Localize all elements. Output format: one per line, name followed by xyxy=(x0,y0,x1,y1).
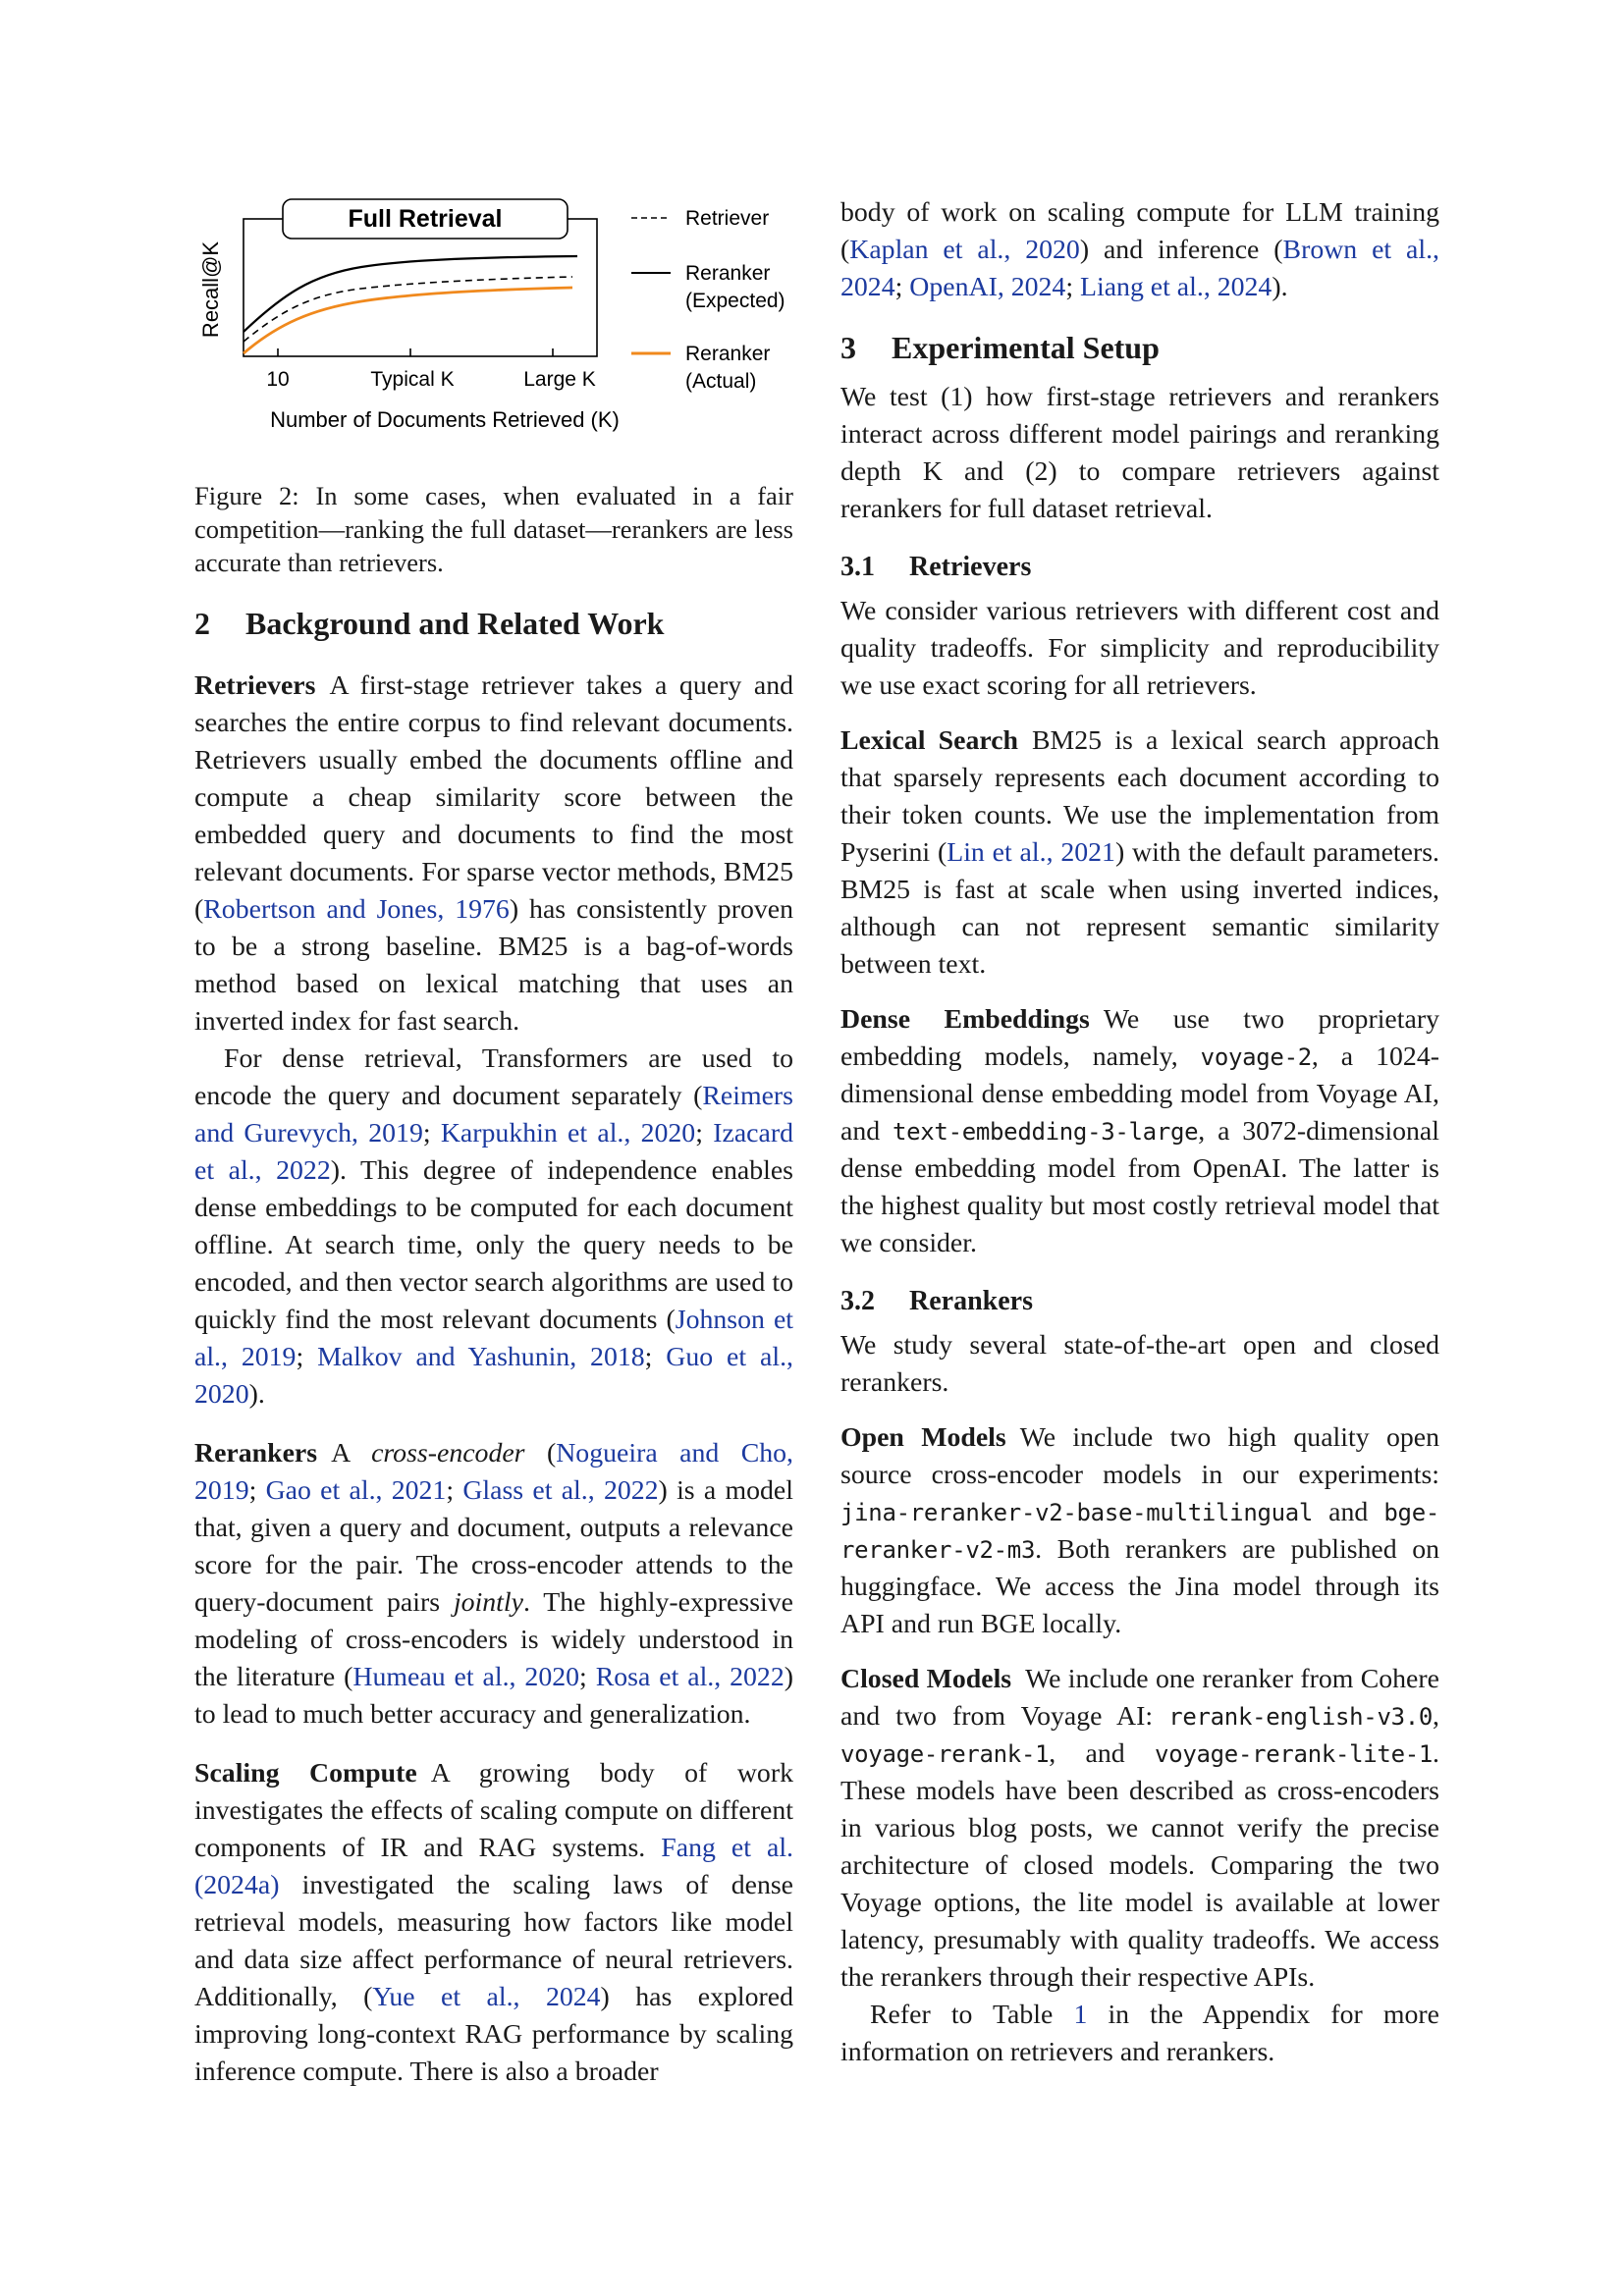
left-body xyxy=(194,667,793,2091)
subsection-number: 3.2 xyxy=(840,1286,875,1316)
citation-link[interactable]: Lin et al., 2021 xyxy=(947,837,1115,868)
run-in-heading: Dense Embeddings xyxy=(840,1004,1090,1035)
citation-link[interactable]: Liang et al., 2024 xyxy=(1080,272,1272,302)
paragraph-retrievers: Retrievers A first-stage retriever takes a query and searches the entire corpus to find relevant documents. Retrievers usually embed the documents offline and compute a cheap similarity score between the embedded query and documents to find the most relevant documents. For sparse vector methods, BM25 (Robertson and Jones, 1976) has consistently proven to be a strong baseline. BM25 is a bag-of-words method based on lexical matching that uses an inverted index for fast search. xyxy=(194,670,793,1037)
paragraph-refer-table: Refer to Table 1 in the Appendix for more information on retrievers and rerankers. xyxy=(840,2000,1439,2067)
x-tick-label: Typical K xyxy=(370,368,455,391)
paragraph-lexical-search: Lexical Search BM25 is a lexical search approach that sparsely represents each document according to their token counts. We use the implementation from Pyserini (Lin et al., 2021) with the default parameters. BM25 is fast at scale when using inverted indices, although can not represent semantic similarity between text. xyxy=(840,725,1439,980)
run-in-heading: Open Models xyxy=(840,1422,1006,1453)
run-in-heading: Retrievers xyxy=(194,670,316,701)
subsection-title: Rerankers xyxy=(909,1286,1033,1316)
section-3-heading xyxy=(840,328,1439,367)
paragraph-scaling-compute: Scaling Compute A growing body of work investigates the effects of scaling compute on different components of IR and RAG systems. Fang et al. (2024a) investigated the scaling laws of dense retrieval models, measuring how factors like model and data size affect performance of neural retrievers. Additionally, (Yue et al., 2024) has explored improving long-context RAG performance by scaling inference compute. There is also a broader xyxy=(194,1758,794,2087)
citation-link[interactable]: Rosa et al., 2022 xyxy=(595,1662,785,1692)
panel-title: Full Retrieval xyxy=(348,205,503,233)
run-in-heading: Closed Models xyxy=(840,1664,1012,1694)
model-name: bge-reranker-v2-m3 xyxy=(840,1499,1439,1564)
model-name: text-embedding-3-large xyxy=(892,1118,1199,1146)
legend-label: (Actual) xyxy=(685,370,757,393)
citation-link[interactable]: Glass et al., 2022 xyxy=(462,1475,659,1506)
figure-caption: Figure 2: In some cases, when evaluated in a fair competition—ranking the full dataset—rerankers are less accurate than retrievers. xyxy=(194,481,793,577)
legend-label: Reranker xyxy=(685,262,771,285)
right-body xyxy=(840,194,1439,2071)
citation-link[interactable]: Nogueira and Cho, 2019 xyxy=(194,1438,793,1506)
subsection-3-1-heading xyxy=(840,550,1439,585)
paragraph-dense-retrieval: For dense retrieval, Transformers are used to encode the query and document separately (Reimers and Gurevych, 2019; Karpukhin et al., 2020; Izacard et al., 2022). This degree of independence enables dense embeddings to be computed for each document offline. At search time, only the query needs to be encoded, and then vector search algorithms are used to quickly find the most relevant documents (Johnson et al., 2019; Malkov and Yashunin, 2018; Guo et al., 2020). xyxy=(194,1043,793,1410)
citation-link[interactable]: Reimers and Gurevych, 2019 xyxy=(194,1081,793,1148)
paragraph-rerankers-intro: We study several state-of-the-art open and closed rerankers. xyxy=(840,1330,1439,1398)
run-in-heading: Scaling Compute xyxy=(194,1758,417,1789)
paragraph-closed-models: Closed Models We include one reranker from Cohere and two from Voyage AI: rerank-english-v3.0, voyage-rerank-1, and voyage-rerank-lite-1. These models have been described as cross-encoders in various blog posts, we cannot verify the precise architecture of closed models. Comparing the two Voyage options, the lite model is available at lower latency, presumably with quality tradeoffs. We access the rerankers through their respective APIs. xyxy=(840,1664,1439,1993)
model-name: jina-reranker-v2-base-multilingual xyxy=(840,1499,1314,1526)
model-name: voyage-2 xyxy=(1200,1043,1312,1071)
run-in-heading: Lexical Search xyxy=(840,725,1019,756)
model-name: rerank-english-v3.0 xyxy=(1168,1703,1434,1731)
citation-link[interactable]: Malkov and Yashunin, 2018 xyxy=(317,1342,645,1372)
citation-link[interactable]: Robertson and Jones, 1976 xyxy=(203,894,510,925)
section-title: Background and Related Work xyxy=(245,606,665,641)
model-name: voyage-rerank-lite-1 xyxy=(1155,1740,1434,1768)
figure-2 xyxy=(194,187,803,461)
citation-link[interactable]: OpenAI, 2024 xyxy=(909,272,1066,302)
reranker-actual-curve xyxy=(244,288,572,353)
citation-link[interactable]: Izacard et al., 2022 xyxy=(194,1118,793,1186)
section-title: Experimental Setup xyxy=(892,330,1160,365)
citation-link[interactable]: Johnson et al., 2019 xyxy=(194,1305,793,1372)
legend-label: (Expected) xyxy=(685,290,785,312)
subsection-title: Retrievers xyxy=(909,552,1032,582)
paragraph-section-3-intro: We test (1) how first-stage retrievers and rerankers interact across different model pairings and reranking depth K and (2) to compare retrievers against rerankers for full dataset retrieval. xyxy=(840,382,1439,524)
subsection-number: 3.1 xyxy=(840,552,875,582)
x-axis-label: Number of Documents Retrieved (K) xyxy=(270,407,620,432)
citation-link[interactable]: Karpukhin et al., 2020 xyxy=(440,1118,696,1148)
citation-link[interactable]: Fang et al. (2024a) xyxy=(194,1833,794,1900)
subsection-3-2-heading xyxy=(840,1284,1439,1319)
section-number: 2 xyxy=(194,606,210,641)
citation-link[interactable]: Guo et al., 2020 xyxy=(194,1342,793,1410)
citation-link[interactable]: Brown et al., 2024 xyxy=(840,235,1439,302)
citation-link[interactable]: Kaplan et al., 2020 xyxy=(849,235,1080,265)
recall-chart xyxy=(194,187,803,461)
citation-link[interactable]: Humeau et al., 2020 xyxy=(352,1662,580,1692)
legend-label: Reranker xyxy=(685,343,771,365)
citation-link[interactable]: Yue et al., 2024 xyxy=(372,1982,601,2012)
paragraph-rerankers: Rerankers A cross-encoder (Nogueira and Cho, 2019; Gao et al., 2021; Glass et al., 2022) is a model that, given a query and document, outputs a relevance score for the pair. The cross-encoder attends to the query-document pairs jointly. The highly-expressive modeling of cross-encoders is widely understood in the literature (Humeau et al., 2020; Rosa et al., 2022) to lead to much better accuracy and generalization. xyxy=(194,1438,793,1730)
retriever-curve xyxy=(244,277,572,342)
y-axis-label: Recall@K xyxy=(198,240,223,339)
model-name: voyage-rerank-1 xyxy=(840,1740,1050,1768)
paragraph-continued: body of work on scaling compute for LLM training (Kaplan et al., 2020) and inference (Brown et al., 2024; OpenAI, 2024; Liang et al., 2024). xyxy=(840,197,1439,302)
paragraph-dense-embeddings: Dense Embeddings We use two proprietary embedding models, namely, voyage-2, a 1024-dimensional dense embedding model from Voyage AI, and text-embedding-3-large, a 3072-dimensional dense embedding model from OpenAI. The latter is the highest quality but most costly retrieval model that we consider. xyxy=(840,1004,1439,1258)
legend-label: Retriever xyxy=(685,207,770,230)
x-tick-label: 10 xyxy=(266,368,290,391)
x-tick-label: Large K xyxy=(523,368,596,391)
paragraph-open-models: Open Models We include two high quality open source cross-encoder models in our experiments: jina-reranker-v2-base-multilingual and bge-reranker-v2-m3. Both rerankers are published on huggingface. We access the Jina model through its API and run BGE locally. xyxy=(840,1422,1439,1639)
section-2-heading xyxy=(194,604,793,643)
citation-link[interactable]: Gao et al., 2021 xyxy=(265,1475,447,1506)
run-in-heading: Rerankers xyxy=(194,1438,318,1468)
section-number: 3 xyxy=(840,330,856,365)
table-reference-link[interactable]: 1 xyxy=(1073,2000,1088,2030)
paragraph-retrievers-intro: We consider various retrievers with different cost and quality tradeoffs. For simplicity and reproducibility we use exact scoring for all retrievers. xyxy=(840,596,1439,701)
